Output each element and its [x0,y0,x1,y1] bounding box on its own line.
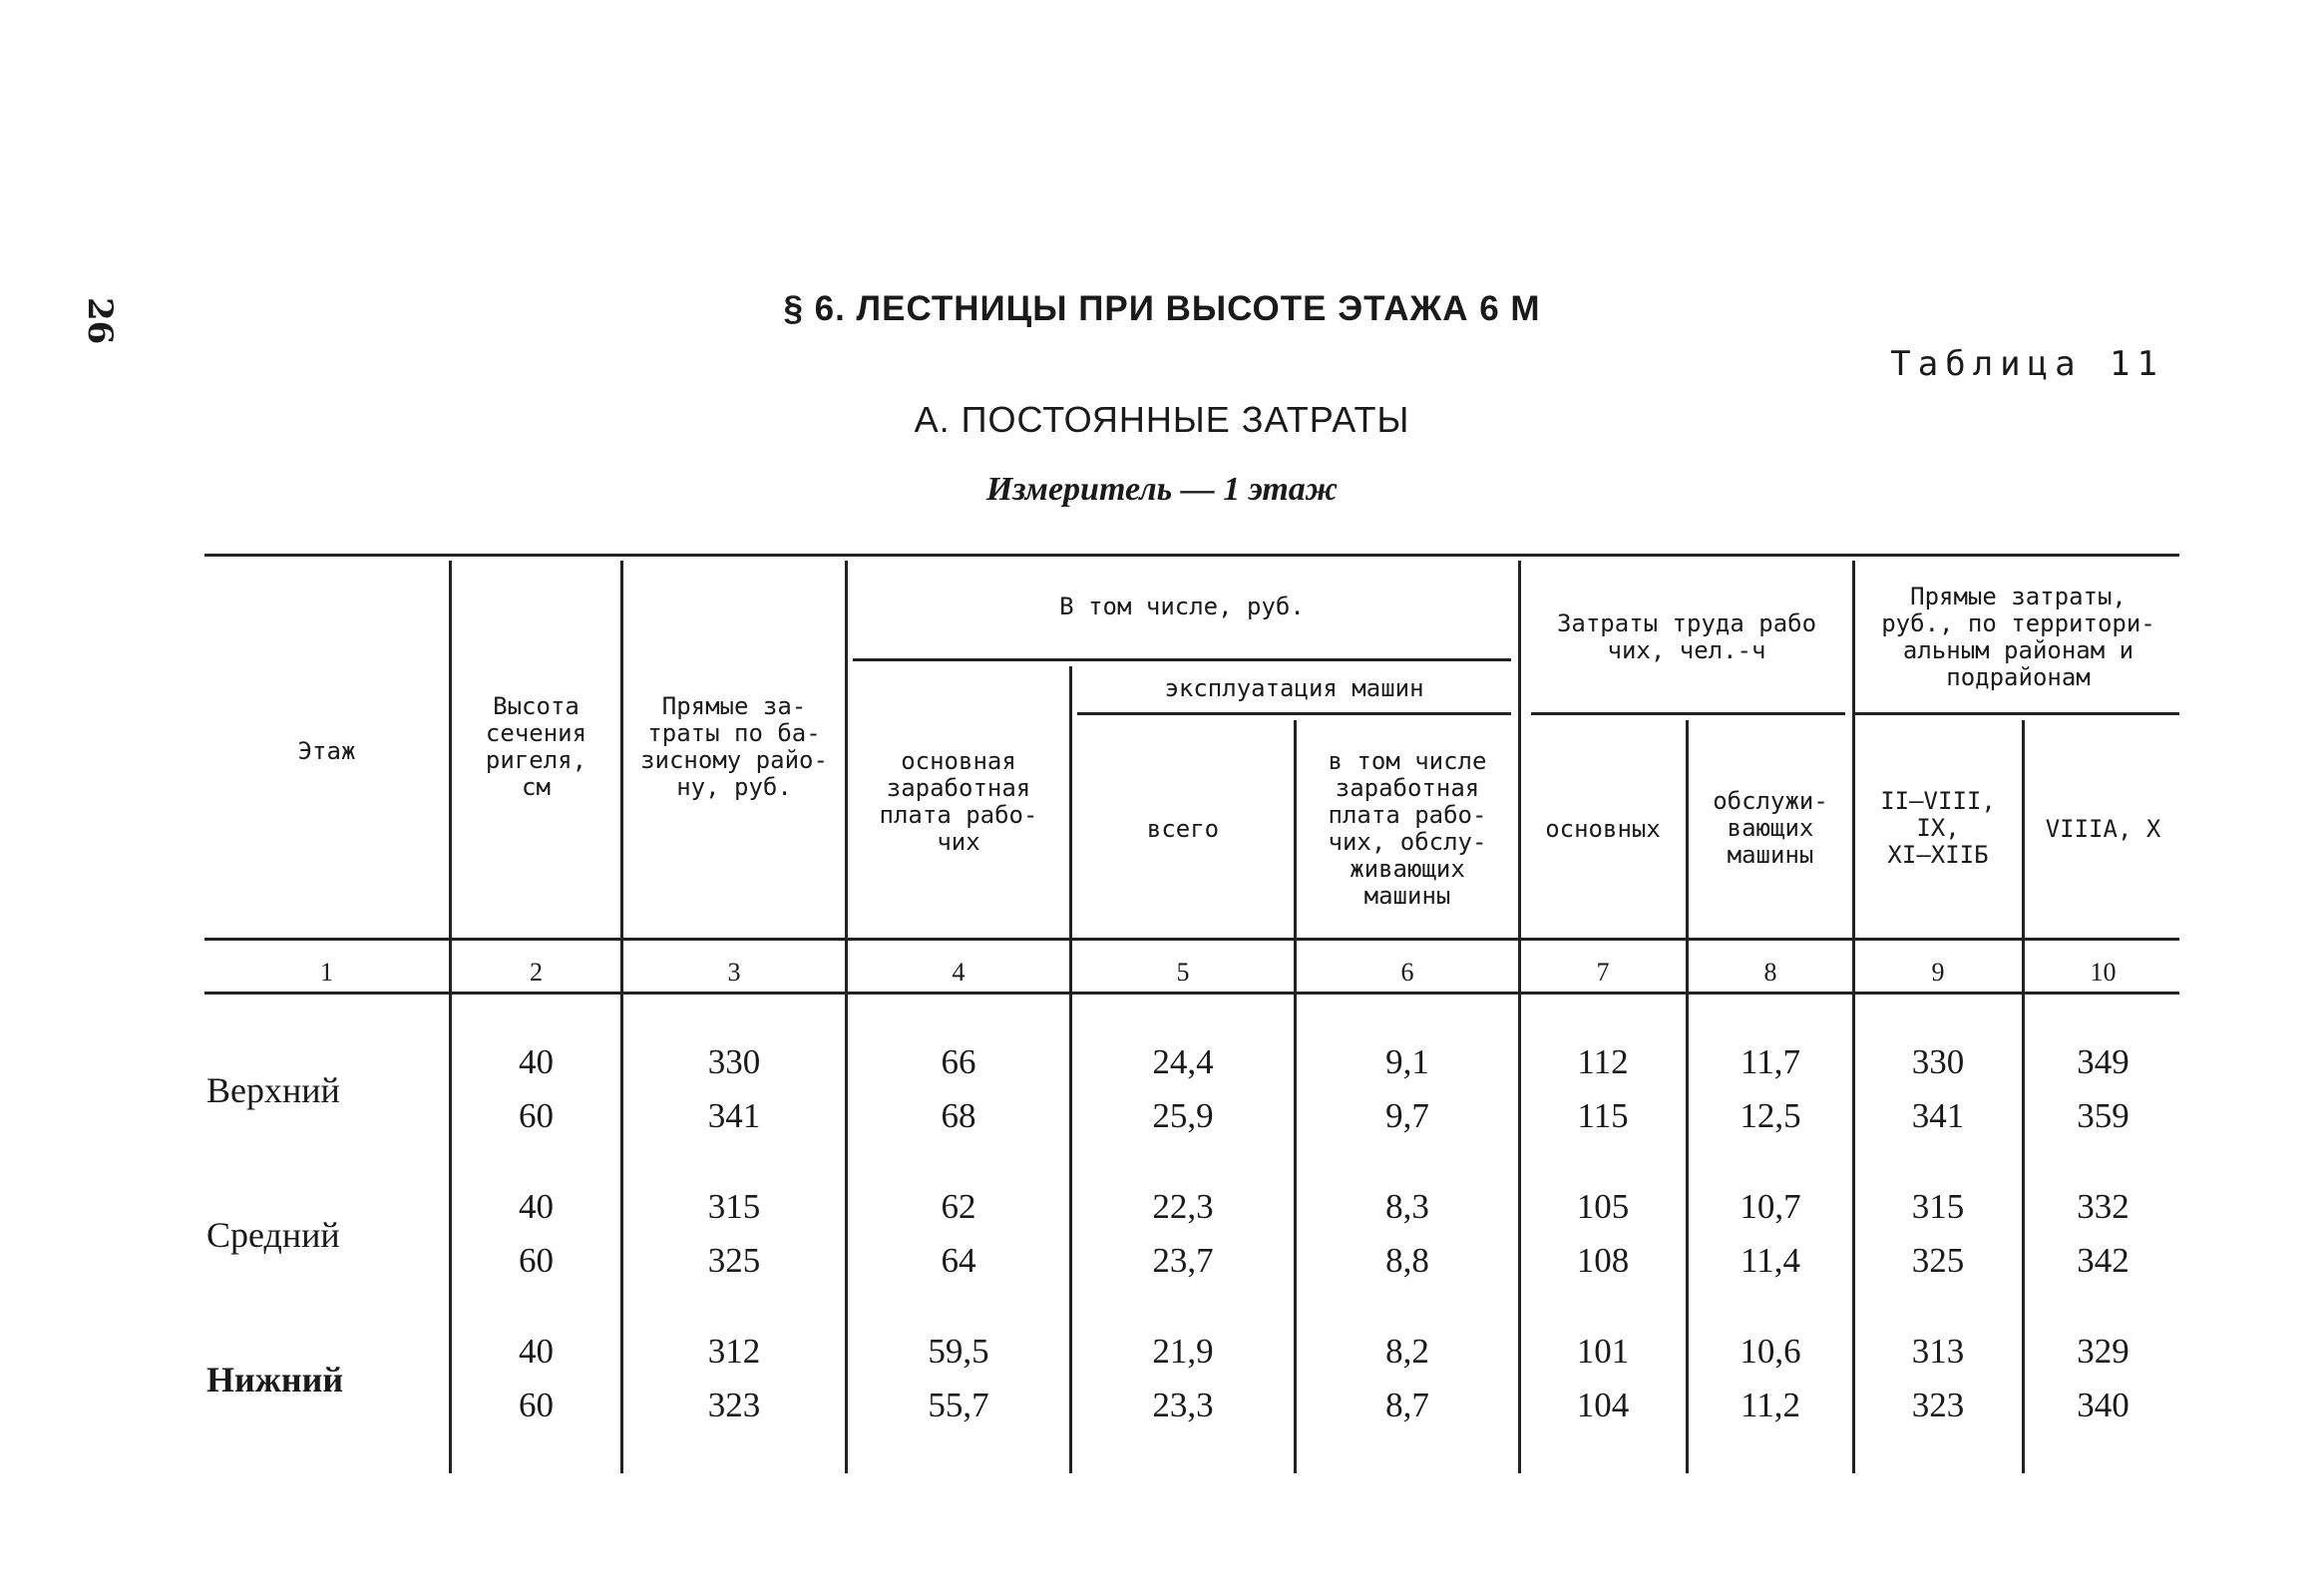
table-cell: 8,3 [1385,1187,1429,1226]
col-divider [1518,561,1521,1473]
column-number: 10 [2090,958,2117,987]
measure-unit: Измеритель — 1 этаж [985,471,1339,508]
table-cell: 341 [707,1096,761,1135]
table-cell: 11,2 [1741,1386,1800,1424]
header-region-b: VIIIA, X [2045,815,2161,843]
table-cell: 315 [1911,1187,1965,1226]
table-cell: 101 [1576,1332,1630,1371]
col-divider [2022,720,2025,1473]
table-cell: 9,7 [1385,1096,1429,1135]
header-service-machines: обслужи- вающих машины [1713,787,1828,869]
table-cell: 325 [1911,1241,1965,1280]
column-number: 8 [1763,958,1777,987]
header-total: всего [1146,815,1220,843]
table-cell: 11,7 [1741,1042,1800,1081]
rule-header-bottom [204,938,2179,941]
table-cell: 10,6 [1740,1332,1801,1371]
rule-top [204,554,2179,557]
table-cell: 8,2 [1385,1332,1429,1371]
table-cell: 60 [519,1386,554,1424]
header-section-height: Высота сечения ригеля, см [485,692,587,801]
table-cell: 349 [2077,1042,2130,1081]
row-label: Верхний [206,1070,340,1110]
header-direct-costs-base: Прямые за- траты по ба- зисному райо- ну, руб. [640,692,828,801]
rule-regions [1855,712,2179,715]
table-cell: 23,7 [1152,1241,1214,1280]
table-cell: 8,8 [1385,1241,1429,1280]
table-cell: 325 [707,1241,761,1280]
table-cell: 312 [707,1332,761,1371]
column-number: 7 [1596,958,1610,987]
table-cell: 108 [1576,1241,1630,1280]
table-cell: 66 [941,1042,976,1081]
table-cell: 315 [707,1187,761,1226]
rule-labor [1531,712,1845,715]
table-cell: 104 [1576,1386,1630,1424]
table-cell: 115 [1577,1096,1629,1135]
table-cell: 330 [1911,1042,1965,1081]
table-cell: 10,7 [1740,1187,1801,1226]
table-cell: 330 [707,1042,761,1081]
col-divider [1294,720,1297,1473]
table-cell: 59,5 [928,1332,989,1371]
page-number: 26 [80,297,120,345]
subtitle: А. ПОСТОЯННЫЕ ЗАТРАТЫ [914,399,1410,440]
table-cell: 62 [941,1187,976,1226]
table-cell: 40 [519,1332,554,1371]
table-cell: 60 [519,1096,554,1135]
header-main-workers: основных [1545,815,1661,843]
rule-numbers-bottom [204,992,2179,995]
header-direct-costs-regions: Прямые затраты, руб., по территори- альным районам и подрайонам [1881,583,2155,691]
table-cell: 55,7 [928,1386,989,1424]
col-divider [620,561,623,1473]
table-cell: 68 [941,1096,976,1135]
table-cell: 21,9 [1152,1332,1214,1371]
header-incl-wage-service: в том числе заработная плата рабо- чих, обслу- живающих машины [1328,747,1487,910]
column-number: 1 [320,958,333,987]
table-cell: 12,5 [1740,1096,1801,1135]
table-cell: 323 [1911,1386,1965,1424]
header-labor-costs: Затраты труда рабо чих, чел.-ч [1556,609,1817,664]
table-cell: 112 [1577,1042,1629,1081]
table-cell: 323 [707,1386,761,1424]
col-divider [1069,666,1072,1473]
table-cell: 332 [2077,1187,2130,1226]
table-number: Таблица 11 [1890,344,2164,384]
header-including-rub: В том числе, руб. [1059,593,1305,620]
table-cell: 11,4 [1741,1241,1800,1280]
table-cell: 105 [1576,1187,1630,1226]
rule-machines [1077,712,1511,715]
rule-including [853,658,1511,661]
table-cell: 40 [519,1042,554,1081]
column-number: 4 [952,958,966,987]
table-cell: 24,4 [1152,1042,1214,1081]
table-cell: 359 [2077,1096,2130,1135]
column-number: 6 [1400,958,1414,987]
col-divider [449,561,452,1473]
table-cell: 22,3 [1152,1187,1214,1226]
column-number: 5 [1176,958,1190,987]
table-cell: 64 [941,1241,976,1280]
row-label: Средний [206,1215,340,1255]
header-floor: Этаж [297,737,356,765]
table-cell: 23,3 [1152,1386,1214,1424]
table-cell: 313 [1911,1332,1965,1371]
column-number: 3 [727,958,741,987]
col-divider [1852,561,1855,1473]
col-divider [845,561,848,1473]
table-cell: 8,7 [1385,1386,1429,1424]
header-base-wage: основная заработная плата рабо- чих [879,747,1038,856]
header-region-a: II—VIII, IX, XI—XIIБ [1880,787,1996,869]
table-cell: 60 [519,1241,554,1280]
table-cell: 342 [2077,1241,2130,1280]
table-cell: 340 [2077,1386,2130,1424]
table-cell: 329 [2077,1332,2130,1371]
table-cell: 25,9 [1152,1096,1214,1135]
table-cell: 9,1 [1385,1042,1429,1081]
col-divider [1686,720,1689,1473]
table-cell: 40 [519,1187,554,1226]
section-title: § 6. ЛЕСТНИЦЫ ПРИ ВЫСОТЕ ЭТАЖА 6 М [783,289,1541,328]
column-number: 9 [1931,958,1945,987]
header-machine-operation: эксплуатация машин [1164,674,1424,702]
column-number: 2 [530,958,543,987]
row-label: Нижний [206,1360,344,1399]
table-cell: 341 [1911,1096,1965,1135]
